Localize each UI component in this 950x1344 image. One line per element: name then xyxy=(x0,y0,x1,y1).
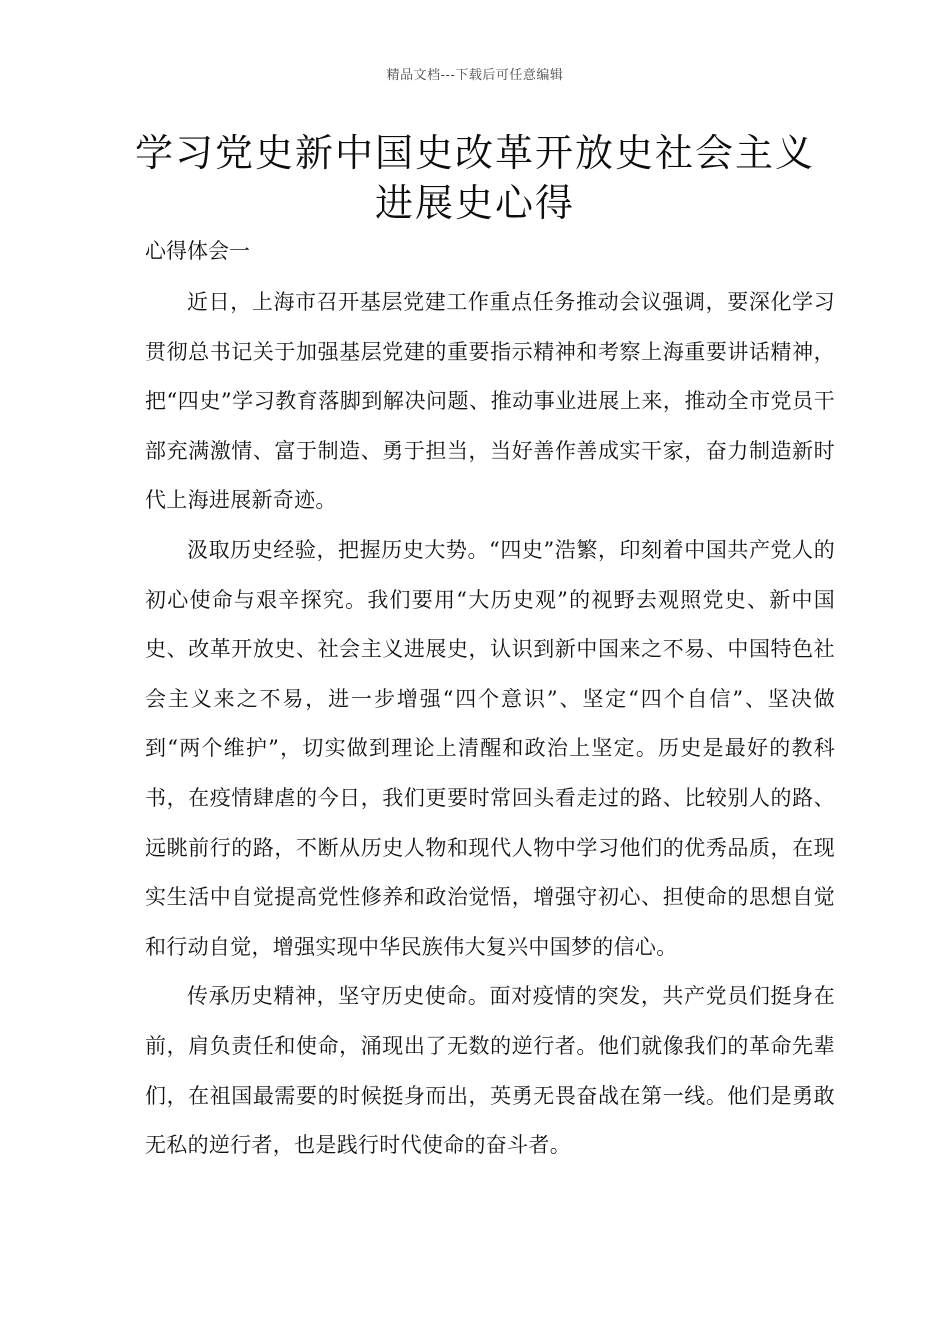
title-line-1: 学习党史新中国史改革开放史社会主义 xyxy=(134,131,815,175)
paragraph-1: 近日，上海市召开基层党建工作重点任务推动会议强调，要深化学习贯彻总书记关于加强基层党建的重要指示精神和考察上海重要讲话精神，把“四史”学习教育落脚到解决问题、推动事业进展上来，推动全市党员干部充满激情、富于制造、勇于担当，当好善作善成实干家，奋力制造新时代上海进展新奇迹。 xyxy=(145,290,835,513)
document-title xyxy=(100,128,850,228)
body-text xyxy=(145,278,835,1171)
section-heading: 心得体会一 xyxy=(145,239,250,263)
title-line-2: 进展史心得 xyxy=(374,181,575,225)
header-note: 精品文档---下载后可任意编辑 xyxy=(386,68,564,83)
paragraph-2: 汲取历史经验，把握历史大势。“四史”浩繁，印刻着中国共产党人的初心使命与艰辛探究。我们要用“大历史观”的视野去观照党史、新中国史、改革开放史、社会主义进展史，认识到新中国来之不易、中国特色社会主义来之不易，进一步增强“四个意识”、坚定“四个自信”、坚决做到“两个维护”，切实做到理论上清醒和政治上坚定。历史是最好的教科书，在疫情肆虐的今日，我们更要时常回头看走过的路、比较别人的路、远眺前行的路，不断从历史人物和现代人物中学习他们的优秀品质，在现实生活中自觉提高党性修养和政治觉悟，增强守初心、担使命的思想自觉和行动自觉，增强实现中华民族伟大复兴中国梦的信心。 xyxy=(145,537,835,959)
paragraph-3: 传承历史精神，坚守历史使命。面对疫情的突发，共产党员们挺身在前，肩负责任和使命，涌现出了无数的逆行者。他们就像我们的革命先辈们，在祖国最需要的时候挺身而出，英勇无畏奋战在第一线。他们是勇敢无私的逆行者，也是践行时代使命的奋斗者。 xyxy=(145,984,835,1158)
